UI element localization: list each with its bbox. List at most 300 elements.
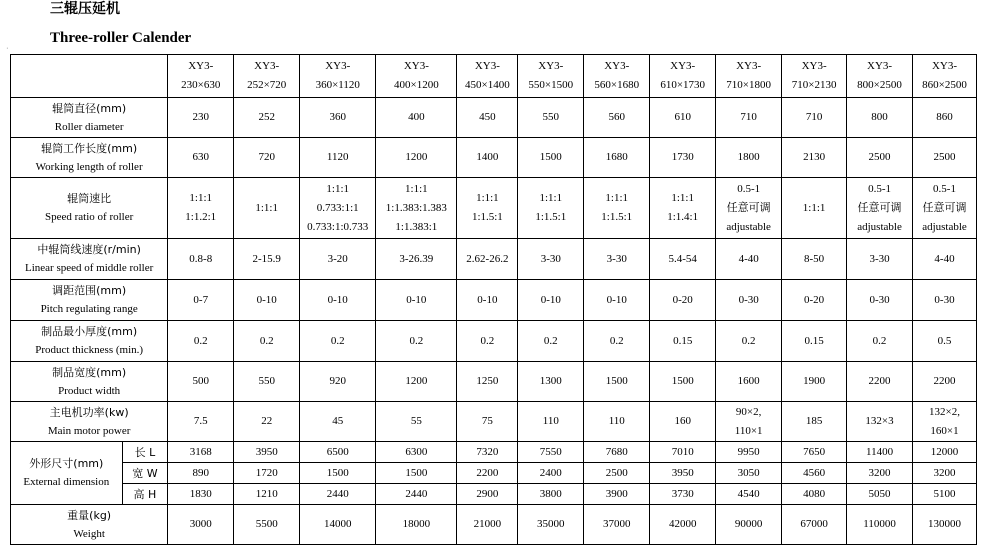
model-name-line: XY3- — [670, 60, 696, 72]
cell-value: 4560 — [803, 466, 826, 479]
cell-value: 4-40 — [934, 252, 955, 265]
table-cell — [518, 98, 584, 138]
table-cell — [300, 239, 376, 280]
cell-value: 0.15 — [804, 334, 824, 347]
table-cell — [234, 321, 300, 362]
row-label — [11, 402, 168, 442]
table-cell — [650, 178, 716, 239]
row-label — [11, 178, 168, 239]
row-label-english: Main motor power — [47, 424, 131, 437]
model-header — [782, 55, 847, 98]
cell-value: 55 — [410, 415, 422, 427]
cell-value: 6500 — [326, 445, 349, 458]
table-cell — [457, 484, 518, 505]
dimension-sub-label-text: 宽 W — [132, 466, 158, 480]
table-cell — [168, 362, 234, 402]
cell-value: 1250 — [476, 375, 499, 387]
cell-value: 0.2 — [741, 334, 756, 347]
table-cell — [782, 484, 847, 505]
cell-value: 0.2 — [330, 334, 345, 347]
table-cell — [457, 280, 518, 321]
model-name-line: 610×1730 — [660, 79, 706, 91]
cell-value: 0.5-1 — [933, 182, 956, 195]
cell-value: 1:1:1 — [802, 201, 826, 214]
table-cell — [300, 362, 376, 402]
table-cell — [782, 402, 847, 442]
cell-value: 2440 — [326, 487, 349, 500]
cell-value: 185 — [805, 415, 823, 427]
table-cell — [168, 280, 234, 321]
table-cell — [782, 321, 847, 362]
dimension-sub-label — [122, 484, 168, 505]
cell-value: 710 — [805, 111, 823, 123]
cell-value: 11400 — [865, 445, 894, 458]
table-cell — [300, 442, 376, 463]
cell-value: 1500 — [405, 466, 428, 479]
row-label-english: Roller diameter — [54, 120, 124, 133]
cell-value: 任意可调 — [726, 201, 771, 214]
cell-value: 0.8-8 — [189, 252, 213, 265]
cell-value: 3-30 — [869, 252, 890, 265]
table-cell — [650, 362, 716, 402]
model-header — [376, 55, 457, 98]
cell-value: 710 — [740, 111, 757, 123]
cell-value: 21000 — [473, 518, 502, 530]
cell-value: 2500 — [868, 151, 891, 163]
table-cell — [518, 280, 584, 321]
model-name-line: XY3- — [604, 60, 630, 72]
table-row — [11, 463, 977, 484]
cell-value: 5050 — [868, 487, 891, 500]
cell-value: 0-10 — [477, 293, 498, 306]
cell-value: 1:1:1 — [476, 192, 499, 204]
table-cell — [584, 505, 650, 545]
cell-value: 7680 — [605, 445, 628, 458]
cell-value: adjustable — [726, 220, 771, 233]
cell-value: 任意可调 — [857, 201, 902, 214]
table-cell — [457, 362, 518, 402]
table-cell — [584, 98, 650, 138]
table-cell — [913, 505, 977, 545]
table-cell — [716, 239, 782, 280]
margin-mark: ⋅ — [6, 44, 9, 53]
cell-value: 42000 — [668, 518, 697, 530]
cell-value: 90000 — [734, 518, 763, 530]
cell-value: 3200 — [933, 466, 956, 479]
table-cell — [376, 178, 457, 239]
table-cell — [457, 239, 518, 280]
table-cell — [650, 442, 716, 463]
table-cell — [376, 321, 457, 362]
table-cell — [913, 463, 977, 484]
cell-value: 1:1:1 — [605, 192, 629, 204]
model-name-line: 800×2500 — [857, 79, 902, 91]
table-cell — [716, 98, 782, 138]
table-cell — [300, 505, 376, 545]
cell-value: 0.733:1:0.733 — [307, 220, 369, 233]
cell-value: 1:1.5:1 — [471, 211, 503, 223]
cell-value: 252 — [258, 111, 275, 123]
page-title-chinese: 三辊压延机 — [50, 1, 120, 17]
model-header — [457, 55, 518, 98]
cell-value: 1:1.2:1 — [185, 211, 217, 223]
model-header — [168, 55, 234, 98]
cell-value: 4-40 — [738, 252, 759, 265]
cell-value: 67000 — [800, 518, 828, 530]
cell-value: 2200 — [476, 466, 499, 479]
table-row — [11, 98, 977, 138]
cell-value: 14000 — [323, 518, 352, 530]
cell-value: 1:1:1 — [405, 182, 428, 195]
model-name-line: 230×630 — [181, 79, 221, 91]
cell-value: 2200 — [933, 375, 956, 387]
table-cell — [234, 178, 300, 239]
table-cell — [584, 442, 650, 463]
cell-value: 110×1 — [734, 424, 763, 437]
cell-value: 1500 — [605, 375, 628, 387]
cell-value: 0.2 — [480, 334, 495, 347]
cell-value: 1680 — [605, 151, 628, 163]
row-label-english: External dimension — [23, 476, 110, 488]
cell-value: 90×2, — [735, 405, 762, 418]
table-cell — [518, 321, 584, 362]
table-cell — [782, 463, 847, 484]
cell-value: 0.733:1:1 — [316, 201, 359, 214]
cell-value: 4540 — [737, 487, 760, 500]
table-cell — [234, 505, 300, 545]
table-cell — [584, 138, 650, 178]
table-cell — [518, 402, 584, 442]
row-label-english: Linear speed of middle roller — [24, 262, 154, 274]
cell-value: 110000 — [863, 518, 896, 530]
table-cell — [168, 484, 234, 505]
table-cell — [457, 178, 518, 239]
model-name-line: 252×720 — [247, 79, 287, 91]
cell-value: 2-15.9 — [252, 252, 281, 265]
table-cell — [716, 280, 782, 321]
model-name-line: 360×1120 — [315, 79, 360, 91]
table-cell — [168, 505, 234, 545]
table-cell — [584, 178, 650, 239]
table-cell — [782, 442, 847, 463]
row-label — [11, 280, 168, 321]
cell-value: 1210 — [255, 487, 278, 500]
cell-value: 0-30 — [738, 293, 759, 306]
cell-value: 800 — [871, 111, 888, 123]
table-cell — [518, 442, 584, 463]
cell-value: 1830 — [189, 487, 212, 500]
model-header — [584, 55, 650, 98]
model-header — [847, 55, 913, 98]
table-cell — [376, 138, 457, 178]
cell-value: 1900 — [803, 375, 826, 387]
table-cell — [457, 321, 518, 362]
table-cell — [234, 280, 300, 321]
table-cell — [782, 505, 847, 545]
cell-value: 3000 — [189, 518, 212, 530]
table-cell — [650, 239, 716, 280]
table-cell — [376, 362, 457, 402]
cell-value: 7010 — [671, 445, 694, 458]
table-cell — [913, 442, 977, 463]
table-cell — [847, 178, 913, 239]
cell-value: 890 — [192, 466, 209, 479]
cell-value: 3200 — [868, 466, 891, 479]
model-name-line: XY3- — [538, 60, 564, 72]
cell-value: 1:1.383:1.383 — [385, 201, 447, 214]
cell-value: 6300 — [405, 445, 428, 458]
table-row — [11, 178, 977, 239]
table-cell — [457, 463, 518, 484]
table-cell — [847, 98, 913, 138]
cell-value: 3-20 — [327, 252, 348, 265]
cell-value: 0-7 — [193, 293, 209, 306]
table-cell — [584, 280, 650, 321]
table-cell — [168, 321, 234, 362]
table-cell — [913, 280, 977, 321]
cell-value: 160 — [674, 415, 691, 427]
table-row — [11, 505, 977, 545]
table-cell — [847, 138, 913, 178]
model-name-line: XY3- — [188, 60, 214, 72]
header-row — [11, 55, 977, 98]
table-cell — [847, 505, 913, 545]
cell-value: 1400 — [476, 151, 499, 163]
table-cell — [650, 484, 716, 505]
table-cell — [650, 463, 716, 484]
table-cell — [650, 402, 716, 442]
cell-value: 1730 — [671, 151, 694, 163]
row-label — [11, 442, 123, 505]
table-cell — [234, 442, 300, 463]
table-cell — [457, 402, 518, 442]
cell-value: 132×2, — [929, 405, 960, 418]
table-cell — [716, 362, 782, 402]
table-cell — [457, 98, 518, 138]
model-header — [650, 55, 716, 98]
model-name-line: 450×1400 — [465, 79, 510, 91]
model-name-line: XY3- — [801, 60, 827, 72]
table-cell — [168, 239, 234, 280]
row-label-chinese: 制品宽度(mm) — [52, 365, 127, 379]
table-cell — [234, 239, 300, 280]
row-label-chinese: 主电机功率(kw) — [49, 405, 129, 419]
table-cell — [847, 362, 913, 402]
cell-value: 0-10 — [606, 293, 627, 306]
row-label — [11, 321, 168, 362]
cell-value: 1120 — [326, 151, 349, 163]
cell-value: 1:1:1 — [539, 192, 563, 204]
model-header — [716, 55, 782, 98]
table-cell — [913, 239, 977, 280]
cell-value: 3900 — [605, 487, 628, 500]
row-label-english: Weight — [73, 527, 105, 540]
model-name-line: XY3- — [474, 60, 500, 72]
dimension-sub-label — [122, 442, 168, 463]
cell-value: 0-10 — [540, 293, 561, 306]
cell-value: 2.62-26.2 — [466, 252, 509, 265]
cell-value: 3950 — [255, 445, 278, 458]
cell-value: 130000 — [928, 518, 961, 530]
table-cell — [716, 402, 782, 442]
cell-value: 1:1.5:1 — [601, 211, 633, 223]
model-name-line: 400×1200 — [393, 79, 439, 91]
table-cell — [716, 321, 782, 362]
cell-value: 0.2 — [409, 334, 424, 347]
table-row — [11, 402, 977, 442]
cell-value: 1500 — [539, 151, 562, 163]
cell-value: 2500 — [933, 151, 956, 163]
cell-value: 37000 — [602, 518, 631, 530]
cell-value: 3730 — [671, 487, 694, 500]
row-label-chinese: 辊筒速比 — [67, 192, 112, 205]
cell-value: 3950 — [671, 466, 694, 479]
cell-value: 1:1.5:1 — [535, 211, 567, 223]
header-blank-cell — [11, 55, 168, 98]
table-cell — [584, 402, 650, 442]
row-label-english: Pitch regulating range — [40, 303, 138, 315]
table-cell — [376, 442, 457, 463]
cell-value: 1200 — [405, 151, 428, 163]
spec-table — [10, 54, 977, 545]
table-cell — [782, 362, 847, 402]
cell-value: 110 — [608, 415, 625, 427]
model-name-line: 550×1500 — [528, 79, 574, 91]
cell-value: 5100 — [933, 487, 956, 500]
table-cell — [650, 98, 716, 138]
table-cell — [300, 280, 376, 321]
table-cell — [457, 138, 518, 178]
page-title-english: Three-roller Calender — [50, 30, 192, 46]
table-cell — [847, 280, 913, 321]
cell-value: 35000 — [537, 518, 565, 530]
dimension-sub-label-text: 高 H — [133, 487, 157, 501]
table-cell — [847, 239, 913, 280]
cell-value: 360 — [329, 111, 346, 123]
row-label — [11, 138, 168, 178]
table-cell — [168, 442, 234, 463]
table-cell — [518, 505, 584, 545]
table-cell — [782, 178, 847, 239]
table-cell — [168, 178, 234, 239]
cell-value: 0-10 — [256, 293, 277, 306]
model-header — [300, 55, 376, 98]
table-row — [11, 239, 977, 280]
model-name-line: XY3- — [736, 60, 762, 72]
cell-value: 1720 — [255, 466, 278, 479]
cell-value: 2500 — [605, 466, 628, 479]
cell-value: 1300 — [539, 375, 562, 387]
model-name-line: XY3- — [403, 60, 429, 72]
cell-value: adjustable — [857, 220, 902, 233]
table-cell — [913, 178, 977, 239]
cell-value: 500 — [192, 375, 209, 387]
cell-value: 1200 — [405, 375, 428, 387]
cell-value: 2900 — [476, 487, 499, 500]
table-cell — [847, 463, 913, 484]
cell-value: 1:1:1 — [189, 192, 213, 204]
table-cell — [300, 98, 376, 138]
cell-value: 22 — [261, 415, 273, 427]
cell-value: 5.4-54 — [668, 252, 697, 265]
table-cell — [716, 442, 782, 463]
table-cell — [716, 505, 782, 545]
table-cell — [716, 178, 782, 239]
table-row — [11, 321, 977, 362]
cell-value: 0.2 — [193, 334, 208, 347]
table-cell — [234, 98, 300, 138]
cell-value: 450 — [479, 111, 496, 123]
table-cell — [782, 138, 847, 178]
cell-value: 1:1.383:1 — [395, 220, 438, 233]
row-label — [11, 98, 168, 138]
model-name-line: XY3- — [325, 60, 351, 72]
cell-value: 1500 — [671, 375, 694, 387]
cell-value: 7320 — [476, 445, 499, 458]
cell-value: 1600 — [737, 375, 760, 387]
table-cell — [376, 484, 457, 505]
table-cell — [584, 463, 650, 484]
cell-value: 0.5-1 — [737, 182, 761, 195]
table-cell — [518, 239, 584, 280]
table-cell — [300, 321, 376, 362]
cell-value: 0-10 — [406, 293, 427, 306]
cell-value: 3-30 — [606, 252, 627, 265]
cell-value: 160×1 — [930, 424, 959, 437]
cell-value: 1:1:1 — [255, 201, 278, 214]
cell-value: 18000 — [402, 518, 431, 530]
row-label-chinese: 辊筒直径(mm) — [52, 101, 127, 115]
cell-value: 12000 — [930, 445, 959, 458]
cell-value: 0.2 — [872, 334, 887, 347]
model-name-line: 710×2130 — [791, 79, 837, 91]
table-cell — [168, 98, 234, 138]
table-cell — [300, 463, 376, 484]
row-label-english: Working length of roller — [35, 160, 143, 173]
cell-value: 920 — [329, 375, 346, 387]
table-cell — [584, 239, 650, 280]
model-header — [234, 55, 300, 98]
table-cell — [847, 321, 913, 362]
table-cell — [847, 442, 913, 463]
table-cell — [913, 321, 977, 362]
cell-value: 0.2 — [259, 334, 274, 347]
table-cell — [518, 463, 584, 484]
table-cell — [584, 321, 650, 362]
table-cell — [234, 402, 300, 442]
cell-value: 2400 — [539, 466, 562, 479]
cell-value: 560 — [608, 111, 625, 123]
cell-value: 132×3 — [865, 415, 894, 427]
table-cell — [376, 505, 457, 545]
table-cell — [913, 138, 977, 178]
cell-value: 1500 — [326, 466, 349, 479]
model-name-line: 710×1800 — [726, 79, 771, 91]
table-cell — [518, 484, 584, 505]
model-name-line: 560×1680 — [594, 79, 640, 91]
cell-value: 230 — [192, 111, 209, 123]
table-cell — [913, 484, 977, 505]
cell-value: 0.2 — [543, 334, 558, 347]
table-cell — [168, 138, 234, 178]
table-cell — [650, 321, 716, 362]
cell-value: 0-20 — [672, 293, 693, 306]
cell-value: 4080 — [803, 487, 826, 500]
cell-value: 0-30 — [869, 293, 890, 306]
table-cell — [234, 484, 300, 505]
cell-value: 8-50 — [804, 252, 825, 265]
cell-value: 75 — [481, 415, 493, 427]
